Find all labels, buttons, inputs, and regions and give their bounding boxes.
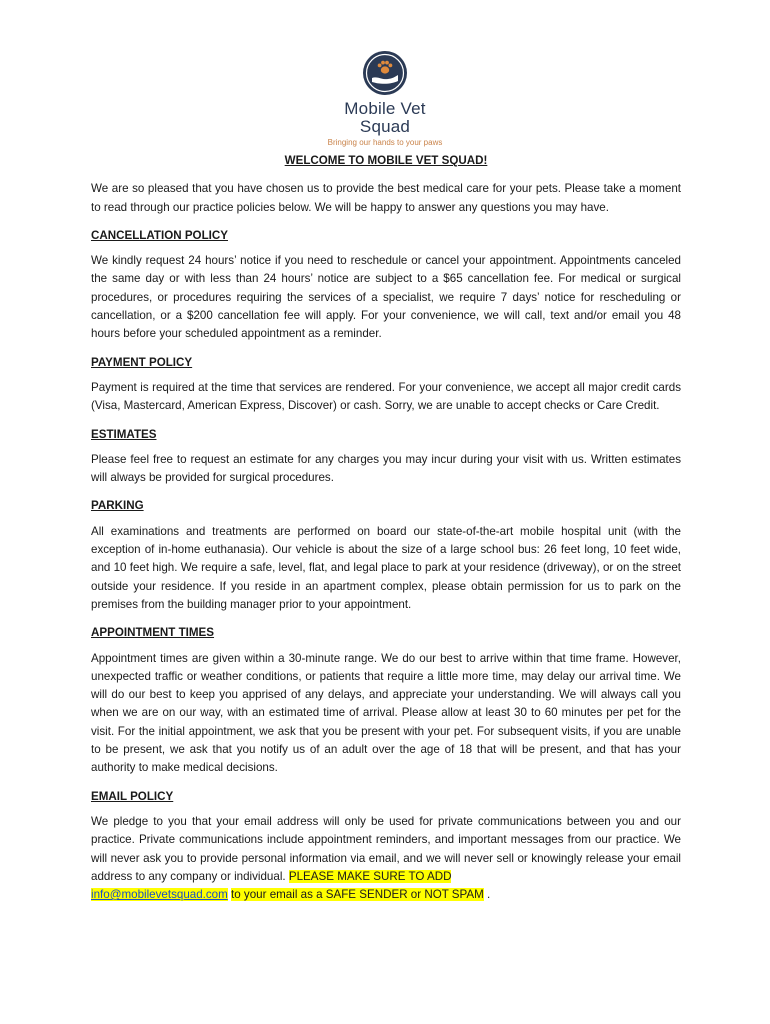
highlight-safe-sender: to your email as a SAFE SENDER or NOT SPAM <box>231 888 484 902</box>
email-policy-body <box>91 813 681 904</box>
appointment-times-heading: APPOINTMENT TIMES <box>91 626 215 640</box>
brand-tagline: Bringing our hands to your paws <box>327 138 443 147</box>
intro-paragraph: We are so pleased that you have chosen us to provide the best medical care for your pets. Please take a moment to read through our practice policies below. We will be happy to answer any questions you may have. <box>91 182 681 214</box>
email-policy-text: We pledge to you that your email address will only be used for private communications between you and our practice. Private communications include appointment reminders, and important messages from our practice. We will never ask you to provide personal information via email, and we will never sell or knowingly release your email address to any company or individual. <box>91 814 681 883</box>
highlight-add-sender: PLEASE MAKE SURE TO ADD <box>288 869 452 883</box>
brand-logo <box>320 50 450 147</box>
email-policy-end: . <box>487 888 491 902</box>
estimates-body: Please feel free to request an estimate for any charges you may incur during your visit with us. Written estimates will always be provided for surgical procedures. <box>91 452 681 485</box>
estimates-heading: ESTIMATES <box>91 427 157 441</box>
payment-policy-body: Payment is required at the time that services are rendered. For your convenience, we accept all major credit cards (Visa, Mastercard, American Express, Discover) or cash. Sorry, we are unable to accept checks or Care Credit. <box>91 380 681 413</box>
paw-hand-logo-icon <box>362 50 408 96</box>
brand-name: Mobile Vet Squad <box>344 99 426 136</box>
parking-heading: PARKING <box>91 499 144 513</box>
parking-body: All examinations and treatments are performed on board our state-of-the-art mobile hospital unit (with the exception of in-home euthanasia). Our vehicle is about the size of a large school bus: 26 feet long, 10 feet wide, and 10 feet high. We require a safe, level, flat, and legal place to park at your residence (driveway), or on the street outside your residence. If you reside in an apartment complex, please obtain permission for us to park on the premises from the building manager prior to your appointment. <box>91 524 681 611</box>
email-link-highlight <box>91 888 228 901</box>
payment-policy-heading: PAYMENT POLICY <box>91 355 193 369</box>
email-link[interactable]: info@mobilevetsquad.com <box>91 888 228 902</box>
document-title: WELCOME TO MOBILE VET SQUAD! <box>284 154 488 167</box>
appointment-times-body: Appointment times are given within a 30-minute range. We do our best to arrive within that time frame. However, unexpected traffic or weather conditions, or patients that require a little more time, may delay our arrival time. We will do our best to keep you apprised of any delays, and appreciate your understanding. We will always call you when we are on our way, with an estimated time of arrival. Please allow at least 30 to 60 minutes per pet for the visit. For the initial appointment, we ask that you be present with your pet. For subsequent visits, if you are unable to be present, we ask that you notify us of an adult over the age of 18 that will be present, and that has your authority to make medical decisions. <box>91 651 681 775</box>
cancellation-policy-body: We kindly request 24 hours’ notice if you need to reschedule or cancel your appointment. Appointments canceled the same day or with less than 24 hours’ notice are subject to a $65 cancellation fee. For medical or surgical procedures, or procedures requiring the services of a specialist, we require 7 days’ notice for rescheduling or cancellation, or a $200 cancellation fee will apply. For your convenience, we will call, text and/or email you 48 hours before your scheduled appointment as a reminder. <box>91 254 681 341</box>
email-policy-heading: EMAIL POLICY <box>91 789 174 803</box>
policy-content <box>91 152 681 914</box>
cancellation-policy-heading: CANCELLATION POLICY <box>91 228 228 242</box>
